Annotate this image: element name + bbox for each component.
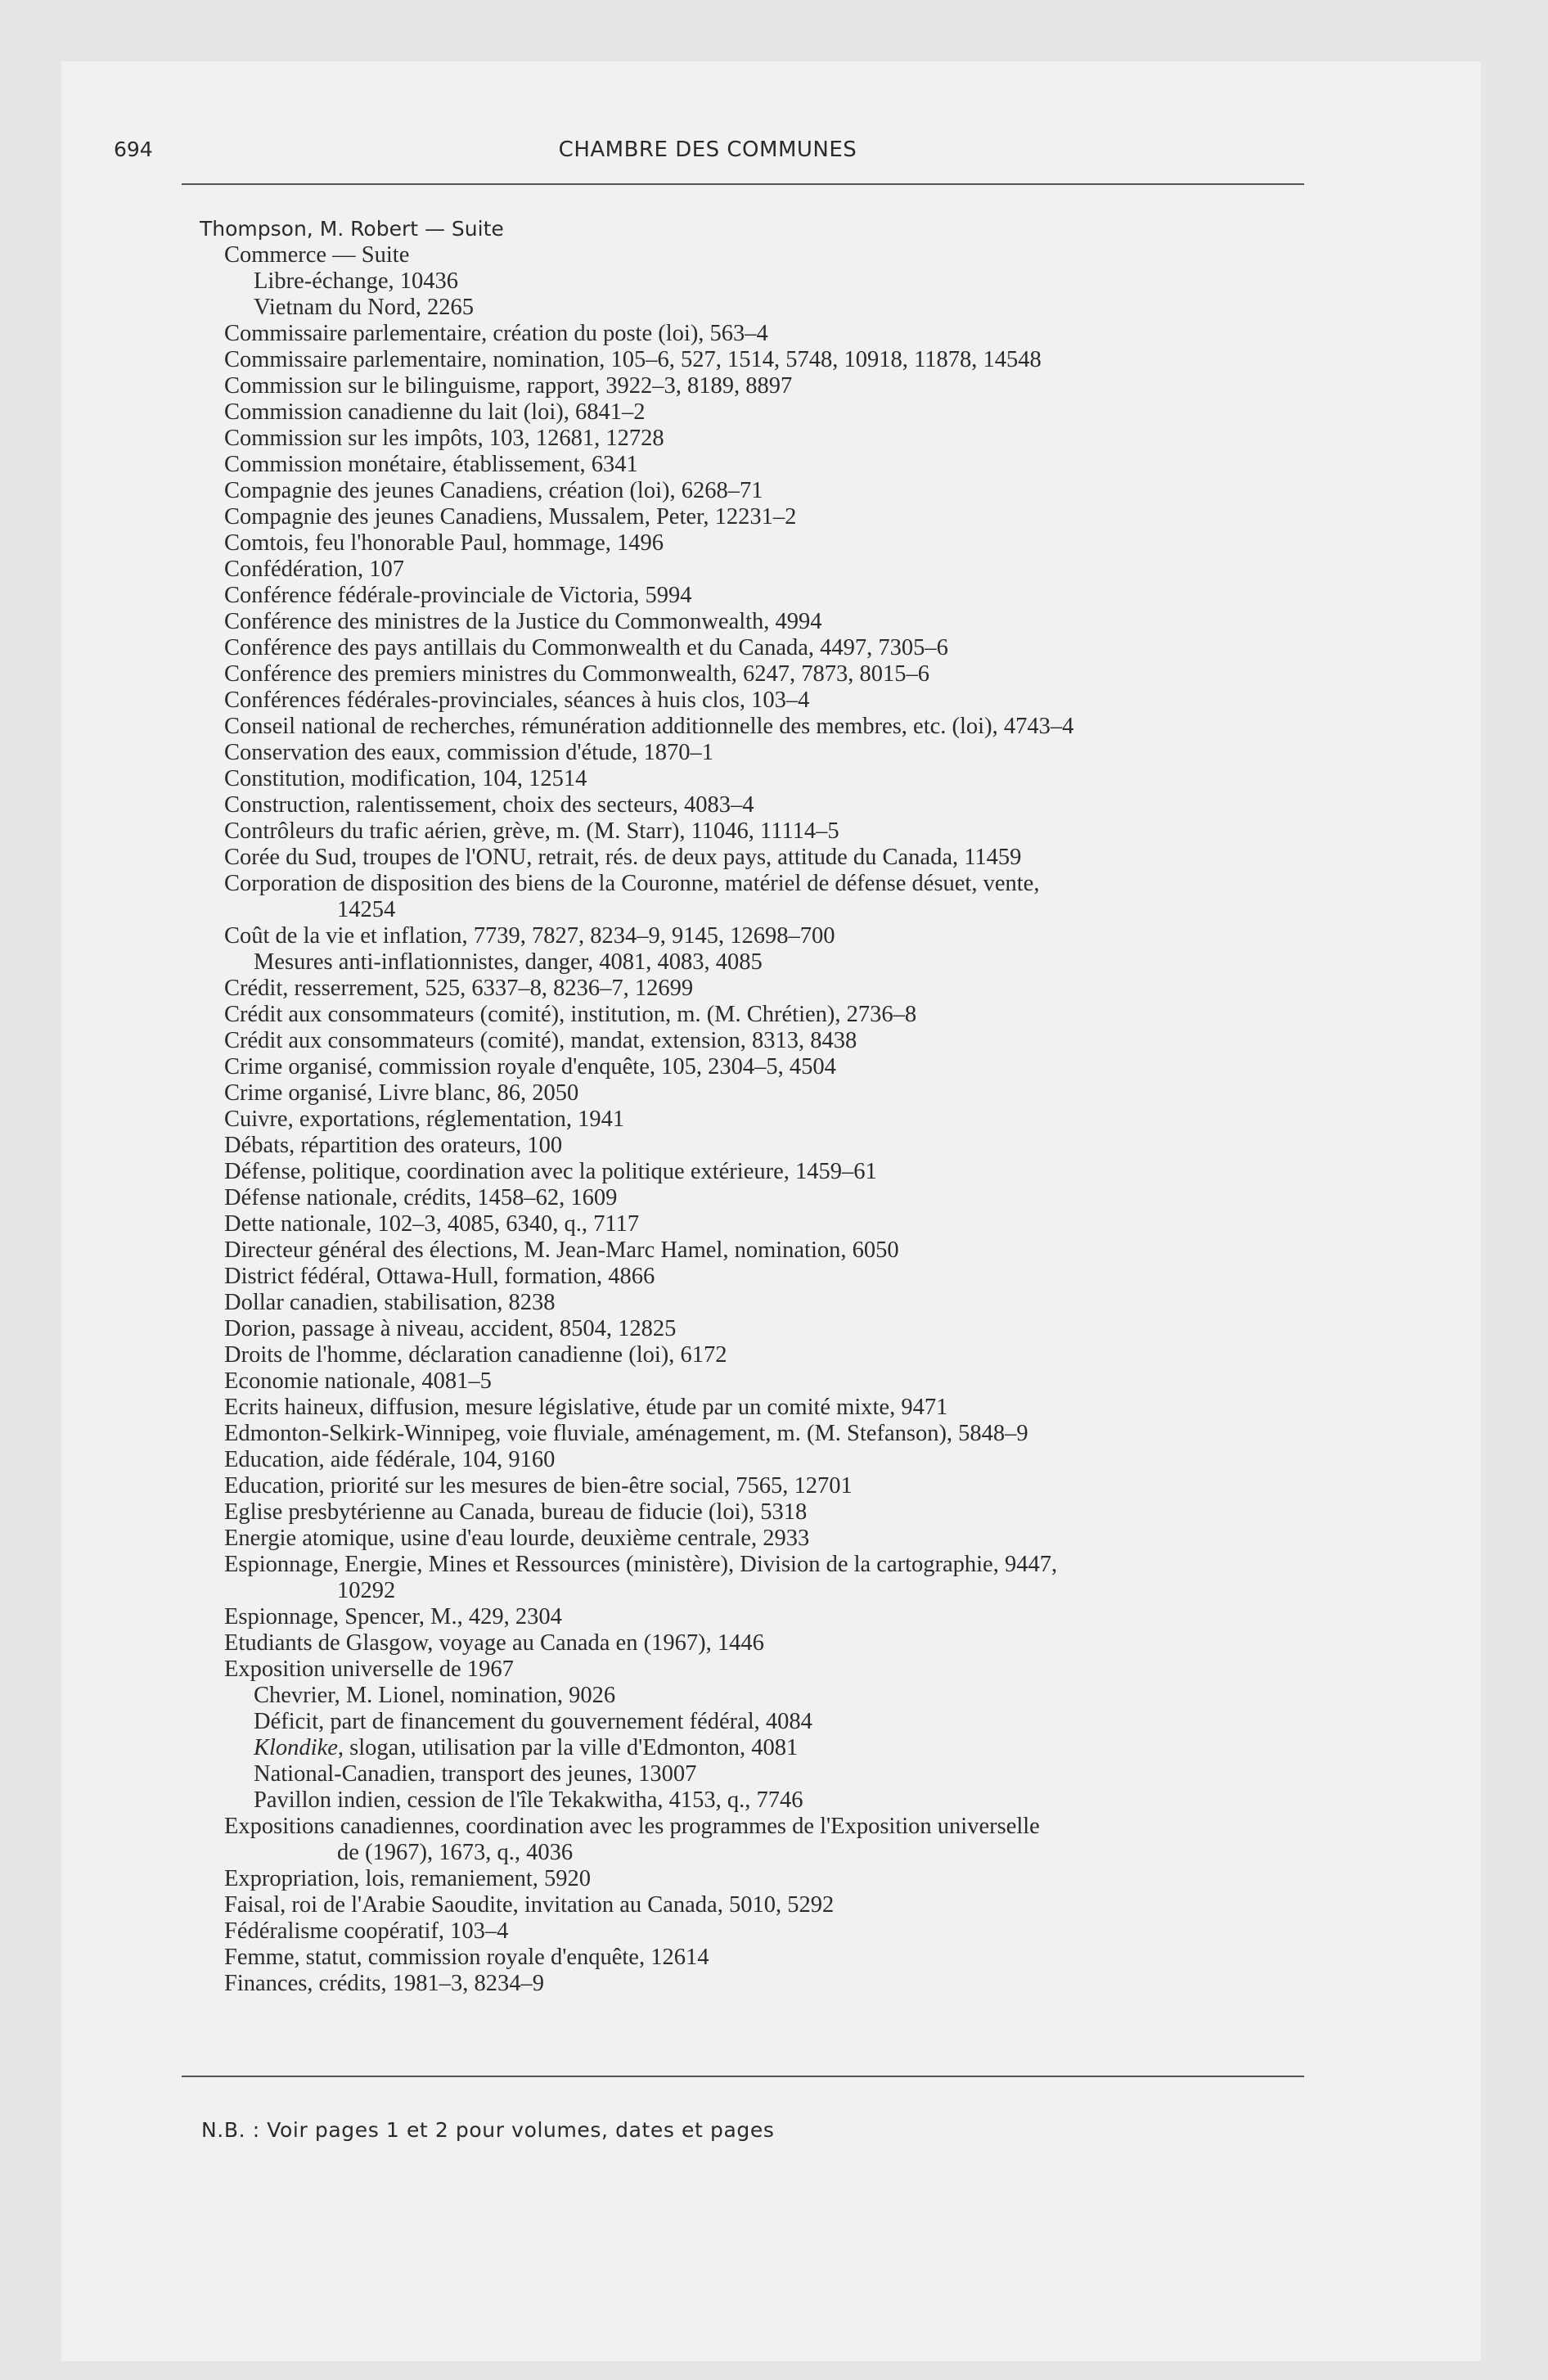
entry-text: Conférence des ministres de la Justice du Commonwealth, 4994 (224, 609, 822, 634)
index-subentry (254, 1787, 1312, 1814)
entry-text: Edmonton-Selkirk-Winnipeg, voie fluviale, aménagement, m. (M. Stefanson), 5848–9 (224, 1421, 1028, 1446)
entry-text: Crédit, resserrement, 525, 6337–8, 8236–7, 12699 (224, 976, 694, 1001)
index-entry (224, 373, 1312, 399)
entry-text: Coût de la vie et inflation, 7739, 7827, 8234–9, 9145, 12698–700 (224, 923, 835, 949)
entry-continuation: de (1967), 1673, q., 4036 (337, 1840, 574, 1865)
entry-text: Constitution, modification, 104, 12514 (224, 766, 587, 791)
index-entry (224, 661, 1312, 687)
index-entry (224, 1185, 1312, 1211)
index-entry (224, 242, 1312, 268)
index-entry (224, 923, 1312, 949)
index-entry (224, 1133, 1312, 1159)
entry-text: Mesures anti-inflationnistes, danger, 4081, 4083, 4085 (254, 949, 763, 975)
index-entry (224, 1264, 1312, 1290)
index-entries (200, 216, 1312, 1997)
index-entry (224, 1918, 1312, 1945)
index-entry (224, 1159, 1312, 1185)
index-entry (224, 321, 1312, 347)
entry-text: Conservation des eaux, commission d'étude, 1870–1 (224, 740, 713, 765)
entry-text: Déficit, part de financement du gouvernement fédéral, 4084 (254, 1709, 812, 1734)
index-entry (224, 1499, 1312, 1526)
index-entry (224, 740, 1312, 766)
index-entry (224, 845, 1312, 871)
index-entry (224, 530, 1312, 557)
entry-text: Espionnage, Spencer, M., 429, 2304 (224, 1604, 562, 1629)
entry-text: Finances, crédits, 1981–3, 8234–9 (224, 1971, 545, 1996)
index-entry (224, 1290, 1312, 1316)
index-subentry (254, 1709, 1312, 1735)
header-rule (182, 183, 1304, 185)
entry-text: Dollar canadien, stabilisation, 8238 (224, 1290, 556, 1315)
entry-text: Commissaire parlementaire, nomination, 105–6, 527, 1514, 5748, 10918, 11878, 14548 (224, 347, 1042, 372)
entry-text: Expropriation, lois, remaniement, 5920 (224, 1866, 591, 1891)
entry-text: Cuivre, exportations, réglementation, 1941 (224, 1107, 625, 1132)
page-header (114, 137, 1302, 174)
entry-text: Conférences fédérales-provinciales, séances à huis clos, 103–4 (224, 687, 810, 713)
entry-text: Directeur général des élections, M. Jean-Marc Hamel, nomination, 6050 (224, 1237, 899, 1263)
entry-text: Conférence des premiers ministres du Commonwealth, 6247, 7873, 8015–6 (224, 661, 929, 687)
index-entry (224, 1107, 1312, 1133)
entry-text: Commission sur les impôts, 103, 12681, 12728 (224, 426, 664, 451)
index-subentry (254, 1735, 1312, 1761)
index-entry (224, 399, 1312, 426)
entry-text: Confédération, 107 (224, 557, 405, 582)
entry-text: Pavillon indien, cession de l'île Tekakwitha, 4153, q., 7746 (254, 1787, 803, 1813)
index-entry (224, 766, 1312, 792)
entry-text: National-Canadien, transport des jeunes, 13007 (254, 1761, 697, 1787)
index-entry (224, 1421, 1312, 1447)
index-entry (224, 976, 1312, 1002)
index-subentry (254, 1683, 1312, 1709)
entry-text: Chevrier, M. Lionel, nomination, 9026 (254, 1683, 616, 1708)
entry-text: Thompson, M. Robert — Suite (200, 217, 504, 241)
entry-text: Compagnie des jeunes Canadiens, Mussalem, Peter, 12231–2 (224, 504, 797, 530)
index-entry (224, 1526, 1312, 1552)
entry-text: Eglise presbytérienne au Canada, bureau de fiducie (loi), 5318 (224, 1499, 808, 1525)
entry-text: Ecrits haineux, diffusion, mesure législative, étude par un comité mixte, 9471 (224, 1395, 948, 1420)
index-entry (224, 583, 1312, 609)
entry-text: Exposition universelle de 1967 (224, 1657, 514, 1682)
footer-rule (182, 2076, 1304, 2077)
entry-text: Education, aide fédérale, 104, 9160 (224, 1447, 556, 1472)
entry-text: Corée du Sud, troupes de l'ONU, retrait, rés. de deux pays, attitude du Canada, 11459 (224, 845, 1022, 870)
entry-text: Economie nationale, 4081–5 (224, 1368, 492, 1394)
index-entry (224, 1866, 1312, 1892)
entry-text: Commerce — Suite (224, 242, 410, 268)
entry-text: Faisal, roi de l'Arabie Saoudite, invitation au Canada, 5010, 5292 (224, 1892, 835, 1918)
entry-text: District fédéral, Ottawa-Hull, formation, 4866 (224, 1264, 655, 1289)
entry-text: Contrôleurs du trafic aérien, grève, m. (M. Starr), 11046, 11114–5 (224, 818, 839, 844)
entry-text: Commission canadienne du lait (loi), 6841–2 (224, 399, 646, 425)
entry-continuation: 14254 (337, 897, 396, 922)
index-entry (224, 1237, 1312, 1264)
entry-text: Fédéralisme coopératif, 103–4 (224, 1918, 509, 1944)
index-entry (224, 426, 1312, 452)
entry-text: Comtois, feu l'honorable Paul, hommage, 1496 (224, 530, 664, 556)
index-entry (224, 1395, 1312, 1421)
entry-text: Femme, statut, commission royale d'enquête, 12614 (224, 1945, 709, 1970)
footnote: N.B. : Voir pages 1 et 2 pour volumes, dates et pages (201, 2118, 775, 2142)
entry-text: Vietnam du Nord, 2265 (254, 295, 474, 320)
index-entry (224, 1630, 1312, 1657)
entry-text: Education, priorité sur les mesures de bien-être social, 7565, 12701 (224, 1473, 853, 1499)
index-entry (224, 1342, 1312, 1368)
entry-text: Expositions canadiennes, coordination avec les programmes de l'Exposition universelle (224, 1814, 1040, 1839)
index-entry (224, 1657, 1312, 1683)
index-entry (224, 452, 1312, 478)
entry-text: Conférence fédérale-provinciale de Victoria, 5994 (224, 583, 692, 608)
index-entry (224, 1604, 1312, 1630)
index-entry (224, 1552, 1312, 1604)
entry-text: Commissaire parlementaire, création du poste (loi), 563–4 (224, 321, 768, 346)
entry-text: Crime organisé, Livre blanc, 86, 2050 (224, 1080, 579, 1106)
index-entry (224, 347, 1312, 373)
index-entry (224, 504, 1312, 530)
index-entry (224, 1028, 1312, 1054)
index-entry (224, 1211, 1312, 1237)
index-entry (224, 1054, 1312, 1080)
index-entry (224, 714, 1312, 740)
italic-term: Klondike (254, 1735, 338, 1760)
index-subentry (254, 268, 1312, 295)
entry-text: Crédit aux consommateurs (comité), institution, m. (M. Chrétien), 2736–8 (224, 1002, 917, 1027)
entry-text: Commission monétaire, établissement, 6341 (224, 452, 638, 477)
entry-text: Crédit aux consommateurs (comité), mandat, extension, 8313, 8438 (224, 1028, 857, 1053)
entry-text: Dette nationale, 102–3, 4085, 6340, q., 7117 (224, 1211, 640, 1237)
entry-text: Conférence des pays antillais du Commonwealth et du Canada, 4497, 7305–6 (224, 635, 948, 660)
entry-text: Klondike, slogan, utilisation par la ville d'Edmonton, 4081 (254, 1735, 799, 1760)
entry-text: Droits de l'homme, déclaration canadienne (loi), 6172 (224, 1342, 727, 1368)
entry-continuation: 10292 (337, 1578, 396, 1603)
index-entry (224, 635, 1312, 661)
index-entry (224, 1368, 1312, 1395)
index-entry (224, 1002, 1312, 1028)
index-heading (200, 216, 1312, 242)
index-entry (224, 687, 1312, 714)
index-entry (224, 1971, 1312, 1997)
running-head: CHAMBRE DES COMMUNES (558, 137, 857, 162)
index-subentry (254, 295, 1312, 321)
index-entry (224, 1080, 1312, 1107)
index-entry (224, 818, 1312, 845)
entry-text: Défense nationale, crédits, 1458–62, 1609 (224, 1185, 618, 1210)
entry-text: Conseil national de recherches, rémunération additionnelle des membres, etc. (loi), 4743–4 (224, 714, 1074, 739)
entry-text: Défense, politique, coordination avec la politique extérieure, 1459–61 (224, 1159, 877, 1184)
page-number: 694 (114, 137, 153, 161)
entry-text: Libre-échange, 10436 (254, 268, 459, 294)
entry-text: Commission sur le bilinguisme, rapport, 3922–3, 8189, 8897 (224, 373, 793, 399)
index-entry (224, 609, 1312, 635)
index-entry (224, 1945, 1312, 1971)
entry-text: Compagnie des jeunes Canadiens, création (loi), 6268–71 (224, 478, 763, 503)
index-entry (224, 557, 1312, 583)
index-entry (224, 1892, 1312, 1918)
entry-text: Crime organisé, commission royale d'enquête, 105, 2304–5, 4504 (224, 1054, 836, 1080)
entry-text: Construction, ralentissement, choix des secteurs, 4083–4 (224, 792, 754, 818)
entry-text: Energie atomique, usine d'eau lourde, deuxième centrale, 2933 (224, 1526, 810, 1551)
index-entry (224, 1447, 1312, 1473)
entry-text: Etudiants de Glasgow, voyage au Canada en (1967), 1446 (224, 1630, 764, 1656)
index-entry (224, 792, 1312, 818)
index-entry (224, 871, 1312, 923)
index-subentry (254, 1761, 1312, 1787)
entry-text: Espionnage, Energie, Mines et Ressources (ministère), Division de la cartographie, 9447, (224, 1552, 1058, 1577)
entry-text: Débats, répartition des orateurs, 100 (224, 1133, 563, 1158)
entry-text: Dorion, passage à niveau, accident, 8504, 12825 (224, 1316, 677, 1341)
entry-text: Corporation de disposition des biens de la Couronne, matériel de défense désuet, vente, (224, 871, 1040, 896)
index-entry (224, 1814, 1312, 1866)
index-entry (224, 1473, 1312, 1499)
index-subentry (254, 949, 1312, 976)
index-entry (224, 478, 1312, 504)
index-entry (224, 1316, 1312, 1342)
